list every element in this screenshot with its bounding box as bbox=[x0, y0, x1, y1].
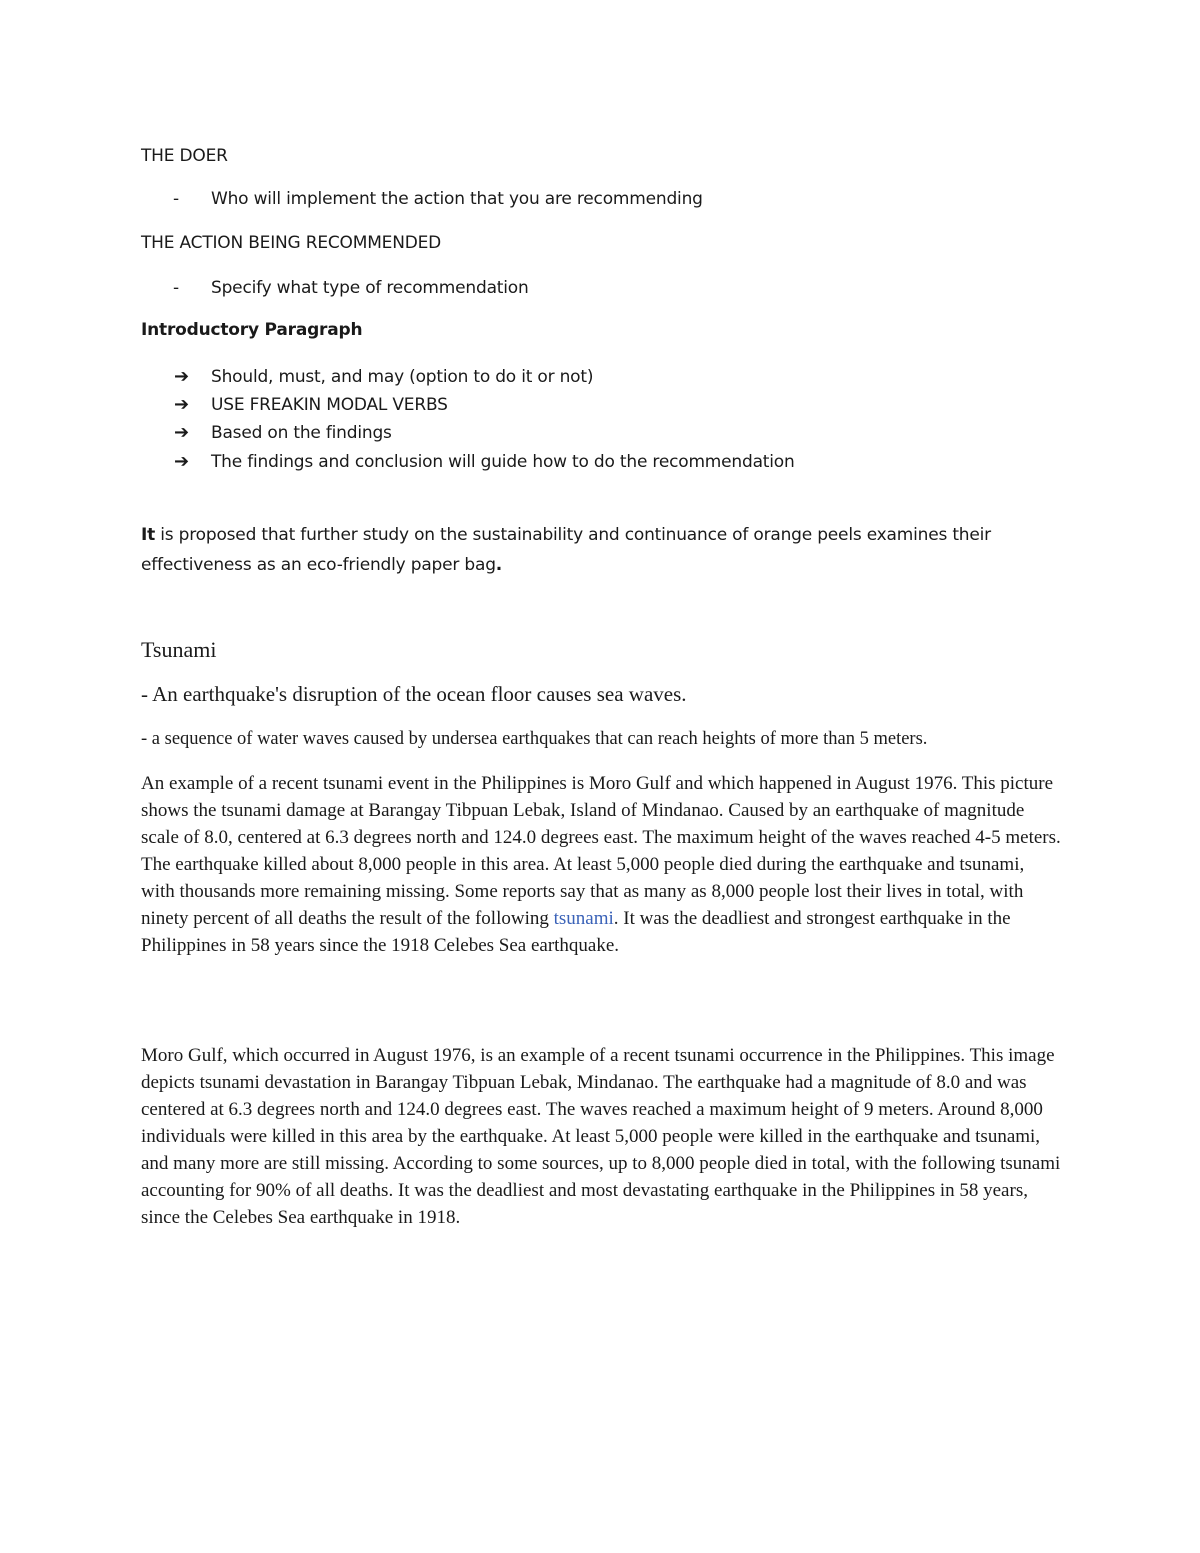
arrow-right-icon: ➔ bbox=[174, 422, 189, 443]
intro-bullet-text: USE FREAKIN MODAL VERBS bbox=[211, 395, 448, 415]
para1-text-after: . It was the deadliest and strongest earthquake in the Philippines in 58 years since the 1918 Celebes Sea earthquake. bbox=[141, 908, 1011, 956]
intro-bullet-text: Based on the findings bbox=[211, 423, 392, 443]
proposal-paragraph bbox=[141, 520, 1041, 580]
intro-bullet bbox=[174, 366, 593, 387]
dash-marker: - bbox=[173, 278, 179, 298]
tsunami-title: Tsunami bbox=[141, 637, 217, 662]
heading-introductory-paragraph: Introductory Paragraph bbox=[141, 320, 363, 340]
proposal-text: is proposed that further study on the sustainability and continuance of orange peels examines their effectiveness as an eco-friendly paper bag bbox=[141, 525, 991, 575]
proposal-lead: It bbox=[141, 525, 156, 545]
heading-action-recommended: THE ACTION BEING RECOMMENDED bbox=[141, 233, 442, 253]
arrow-right-icon: ➔ bbox=[174, 366, 189, 387]
tsunami-definition-2: - a sequence of water waves caused by undersea earthquakes that can reach heights of more than 5 meters. bbox=[141, 729, 928, 749]
proposal-end: . bbox=[495, 555, 503, 575]
tsunami-definition-1: - An earthquake's disruption of the ocean floor causes sea waves. bbox=[141, 682, 687, 706]
para1-text-before: An example of a recent tsunami event in the Philippines is Moro Gulf and which happened in August 1976. This picture shows the tsunami damage at Barangay Tibpuan Lebak, Island of Mindanao. Caused by an earthquake of magnitude scale of 8.0, centered at 6.3 degrees north and 124.0 degrees east. The maximum height of the waves reached 4-5 meters. The earthquake killed about 8,000 people in this area. At least 5,000 people died during the earthquake and tsunami, with thousands more remaining missing. Some reports say that as many as 8,000 people lost their lives in total, with ninety percent of all deaths the result of the following bbox=[141, 773, 1061, 929]
intro-bullet-text: The findings and conclusion will guide how to do the recommendation bbox=[211, 452, 795, 472]
dash-marker: - bbox=[173, 189, 179, 209]
tsunami-link[interactable]: tsunami bbox=[553, 908, 614, 929]
intro-bullet bbox=[174, 422, 392, 443]
intro-bullet-text: Should, must, and may (option to do it or not) bbox=[211, 367, 594, 387]
doer-item-text: Who will implement the action that you are recommending bbox=[211, 189, 703, 209]
doer-list-item bbox=[173, 189, 703, 209]
intro-bullet bbox=[174, 394, 448, 415]
action-list-item bbox=[173, 278, 529, 298]
arrow-right-icon: ➔ bbox=[174, 451, 189, 472]
tsunami-paragraph-1 bbox=[141, 770, 1061, 959]
action-item-text: Specify what type of recommendation bbox=[211, 278, 529, 298]
heading-the-doer: THE DOER bbox=[141, 146, 228, 166]
arrow-right-icon: ➔ bbox=[174, 394, 189, 415]
intro-bullet bbox=[174, 451, 795, 472]
tsunami-paragraph-2: Moro Gulf, which occurred in August 1976, is an example of a recent tsunami occurrence in the Philippines. This image depicts tsunami devastation in Barangay Tibpuan Lebak, Mindanao. The earthquake had a magnitude of 8.0 and was centered at 6.3 degrees north and 124.0 degrees east. The waves reached a maximum height of 9 meters. Around 8,000 individuals were killed in this area by the earthquake. At least 5,000 people were killed in the earthquake and tsunami, and many more are still missing. According to some sources, up to 8,000 people died in total, with the following tsunami accounting for 90% of all deaths. It was the deadliest and most devastating earthquake in the Philippines in 58 years, since the Celebes Sea earthquake in 1918. bbox=[141, 1045, 1061, 1228]
